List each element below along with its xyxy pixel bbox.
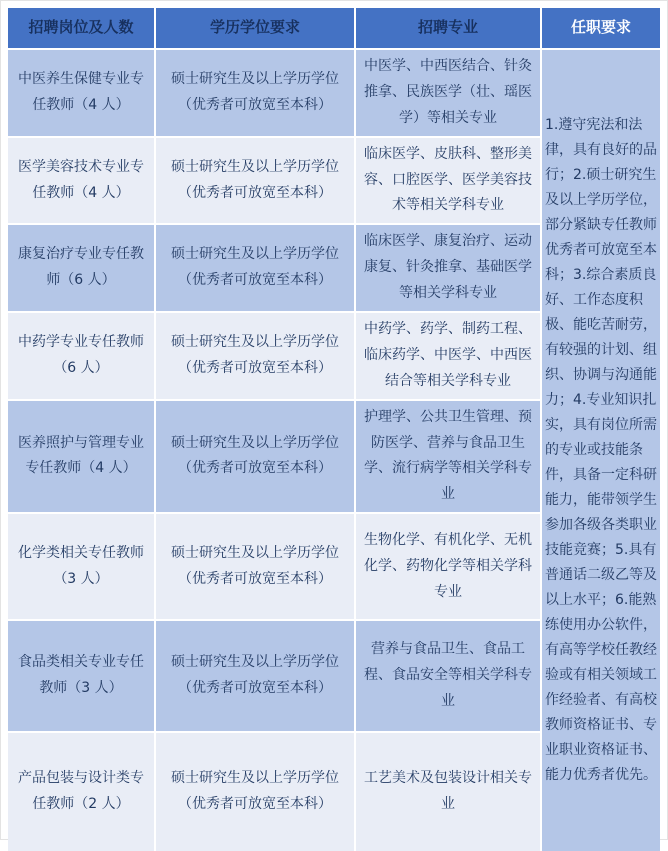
majors-cell: 营养与食品卫生、食品工程、食品安全等相关学科专业 xyxy=(356,621,540,731)
degree-cell: 硕士研究生及以上学历学位（优秀者可放宽至本科） xyxy=(156,733,354,851)
position-cell: 医养照护与管理专业专任教师（4 人） xyxy=(8,401,154,513)
header-cell-degree: 学历学位要求 xyxy=(156,8,354,48)
majors-cell: 工艺美术及包装设计相关专业 xyxy=(356,733,540,851)
position-cell: 中药学专业专任教师（6 人） xyxy=(8,313,154,399)
position-cell: 医学美容技术专业专任教师（4 人） xyxy=(8,138,154,224)
position-cell: 化学类相关专任教师（3 人） xyxy=(8,514,154,619)
position-cell: 中医养生保健专业专任教师（4 人） xyxy=(8,50,154,136)
requirements-merged-cell: 1.遵守宪法和法律，具有良好的品行；2.硕士研究生及以上学历学位，部分紧缺专任教师优秀者可放宽至本科；3.综合素质良好、工作态度积极、能吃苦耐劳，有较强的计划、组织、协调与沟通能力；4.专业知识扎实，具有岗位所需的专业或技能条件，具备一定科研能力，能带领学生参加各级各类职业技能竞赛；5.具有普通话二级乙等及以上水平；6.能熟练使用办公软件，有高等学校任教经验或有相关领域工作经验者、有高校教师资格证书、专业职业资格证书、能力优秀者优先。 xyxy=(542,50,660,851)
majors-cell: 临床医学、康复治疗、运动康复、针灸推拿、基础医学等相关学科专业 xyxy=(356,225,540,311)
degree-cell: 硕士研究生及以上学历学位（优秀者可放宽至本科） xyxy=(156,50,354,136)
header-cell-majors: 招聘专业 xyxy=(356,8,540,48)
degree-cell: 硕士研究生及以上学历学位（优秀者可放宽至本科） xyxy=(156,138,354,224)
majors-cell: 生物化学、有机化学、无机化学、药物化学等相关学科专业 xyxy=(356,514,540,619)
position-cell: 产品包装与设计类专任教师（2 人） xyxy=(8,733,154,851)
position-cell: 康复治疗专业专任教师（6 人） xyxy=(8,225,154,311)
majors-cell: 中药学、药学、制药工程、临床药学、中医学、中西医结合等相关学科专业 xyxy=(356,313,540,399)
position-cell: 食品类相关专业专任教师（3 人） xyxy=(8,621,154,731)
degree-cell: 硕士研究生及以上学历学位（优秀者可放宽至本科） xyxy=(156,621,354,731)
degree-cell: 硕士研究生及以上学历学位（优秀者可放宽至本科） xyxy=(156,313,354,399)
majors-cell: 临床医学、皮肤科、整形美容、口腔医学、医学美容技术等相关学科专业 xyxy=(356,138,540,224)
recruitment-table xyxy=(8,8,660,851)
header-cell-requirements: 任职要求 xyxy=(542,8,660,48)
degree-cell: 硕士研究生及以上学历学位（优秀者可放宽至本科） xyxy=(156,514,354,619)
degree-cell: 硕士研究生及以上学历学位（优秀者可放宽至本科） xyxy=(156,401,354,513)
degree-cell: 硕士研究生及以上学历学位（优秀者可放宽至本科） xyxy=(156,225,354,311)
majors-cell: 中医学、中西医结合、针灸推拿、民族医学（壮、瑶医学）等相关专业 xyxy=(356,50,540,136)
majors-cell: 护理学、公共卫生管理、预防医学、营养与食品卫生学、流行病学等相关学科专业 xyxy=(356,401,540,513)
header-cell-position: 招聘岗位及人数 xyxy=(8,8,154,48)
